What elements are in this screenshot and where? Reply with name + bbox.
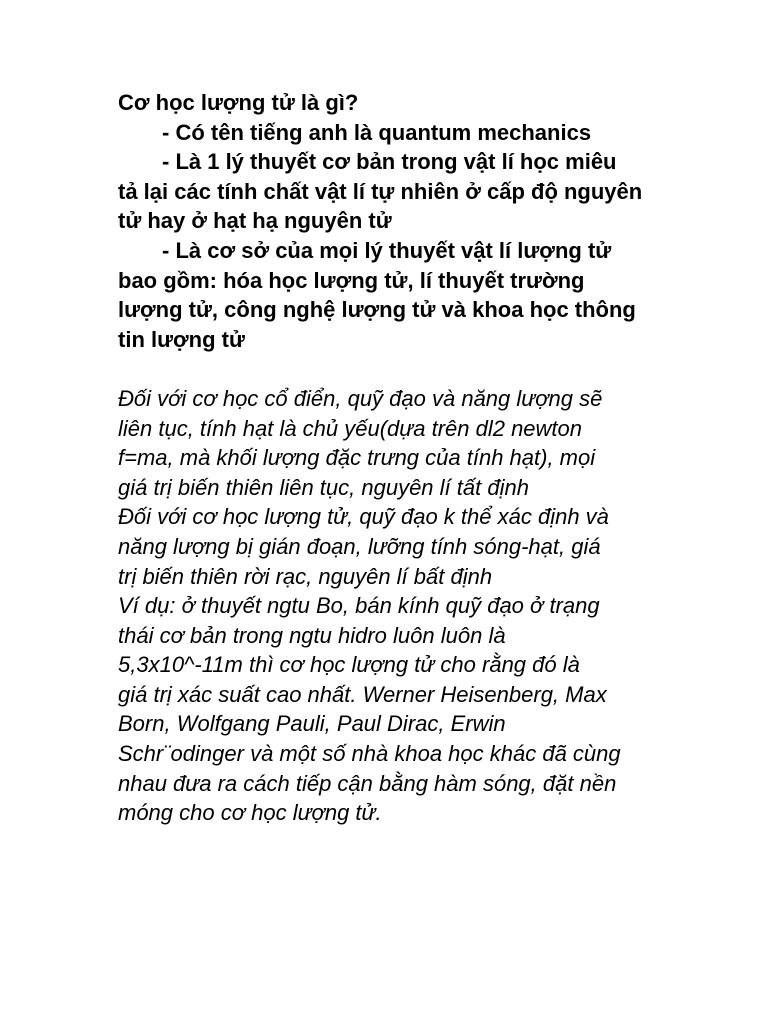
bold-section (118, 88, 658, 354)
bullet-basis-line-3: lượng tử, công nghệ lượng tử và khoa học thông (118, 297, 636, 323)
example-line-2: thái cơ bản trong ngtu hidro luôn luôn là (118, 622, 506, 648)
example-line-3: 5,3x10^-11m thì cơ học lượng tử cho rằng đó là (118, 652, 580, 678)
example-line-1: Ví dụ: ở thuyết ngtu Bo, bán kính quỹ đạo ở trạng (118, 593, 600, 619)
bullet-english-name: - Có tên tiếng anh là quantum mechanics (162, 119, 592, 145)
bullet-theory-line-1: - Là 1 lý thuyết cơ bản trong vật lí học miêu (162, 149, 617, 175)
bullet-basis-line-4: tin lượng tử (118, 326, 245, 352)
example-line-5: Born, Wolfgang Pauli, Paul Dirac, Erwin (118, 711, 506, 737)
bullet-theory-line-3: tử hay ở hạt hạ nguyên tử (118, 208, 392, 234)
example-line-6: Schr¨odinger và một số nhà khoa học khác đã cùng (118, 741, 621, 767)
italic-section (118, 384, 658, 828)
classical-line-4: giá trị biến thiên liên tục, nguyên lí tất định (118, 474, 529, 500)
classical-line-2: liên tục, tính hạt là chủ yếu(dựa trên dl2 newton (118, 415, 583, 441)
example-line-4: giá trị xác suất cao nhất. Werner Heisenberg, Max (118, 681, 607, 707)
bullet-basis-line-2: bao gồm: hóa học lượng tử, lí thuyết trường (118, 267, 585, 293)
classical-line-3: f=ma, mà khối lượng đặc trưng của tính hạt), mọi (118, 445, 596, 471)
paragraph-spacer (118, 354, 658, 384)
bullet-theory-line-2: tả lại các tính chất vật lí tự nhiên ở cấp độ nguyên (118, 178, 643, 204)
document-page (118, 88, 658, 828)
quantum-line-2: năng lượng bị gián đoạn, lưỡng tính sóng-hạt, giá (118, 533, 601, 559)
heading-question: Cơ học lượng tử là gì? (118, 90, 359, 115)
example-line-7: nhau đưa ra cách tiếp cận bằng hàm sóng, đặt nền (118, 770, 617, 796)
example-line-8: móng cho cơ học lượng tử. (118, 800, 382, 826)
classical-line-1: Đối với cơ học cổ điển, quỹ đạo và năng lượng sẽ (118, 385, 603, 411)
quantum-line-3: trị biến thiên rời rạc, nguyên lí bất định (118, 563, 493, 589)
quantum-line-1: Đối với cơ học lượng tử, quỹ đạo k thể xác định và (118, 504, 609, 530)
bullet-basis-line-1: - Là cơ sở của mọi lý thuyết vật lí lượng tử (162, 237, 612, 263)
